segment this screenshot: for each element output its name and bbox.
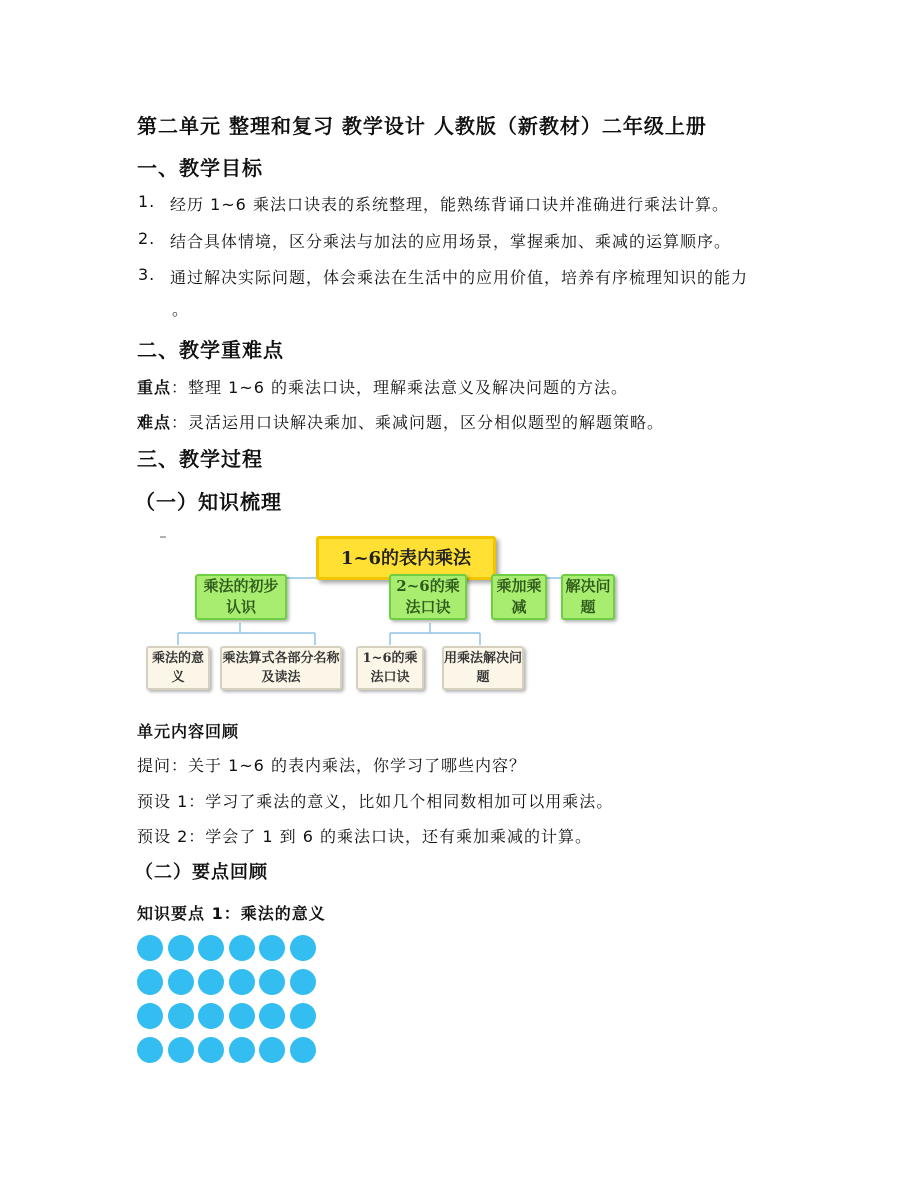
dot [168, 1037, 194, 1063]
section-heading-process: 三、教学过程 [137, 447, 263, 471]
map-leaf-solve: 用乘法解决问题 [442, 646, 524, 690]
goal-number-3: 3. [138, 265, 156, 284]
concept-map [140, 530, 630, 700]
goal-text-1: 经历 1~6 乘法口诀表的系统整理，能熟练背诵口诀并准确进行乘法计算。 [170, 195, 729, 214]
question-text: 提问：关于 1~6 的表内乘法，你学习了哪些内容？ [137, 756, 526, 775]
goal-number-1: 1. [138, 192, 156, 211]
subsection-key-review: （二）要点回顾 [135, 862, 268, 883]
dot [229, 935, 255, 961]
dot [229, 1003, 255, 1029]
dot [290, 935, 316, 961]
answer-1: 预设 1：学习了乘法的意义，比如几个相同数相加可以用乘法。 [137, 792, 614, 811]
dot [229, 969, 255, 995]
document-title: 第二单元 整理和复习 教学设计 人教版（新教材）二年级上册 [137, 114, 707, 138]
knowledge-point-1: 知识要点 1：乘法的意义 [137, 904, 326, 923]
dot [229, 1037, 255, 1063]
dot [259, 969, 285, 995]
goal-text-3-continuation: 。 [172, 300, 190, 319]
dot [259, 935, 285, 961]
dot [290, 1003, 316, 1029]
goal-number-2: 2. [138, 229, 156, 248]
dot [198, 969, 224, 995]
dot [198, 1003, 224, 1029]
dot [198, 935, 224, 961]
key-point-text: ：整理 1~6 的乘法口诀，理解乘法意义及解决问题的方法。 [171, 378, 628, 397]
key-point-line [137, 375, 628, 398]
answer-2: 预设 2：学会了 1 到 6 的乘法口诀，还有乘加乘减的计算。 [137, 827, 592, 846]
map-branch-mixed-operations: 乘加乘减 [491, 574, 547, 620]
dot [137, 1003, 163, 1029]
difficulty-line [137, 410, 664, 433]
map-leaf-table: 1~6的乘法口诀 [356, 646, 424, 690]
dot [137, 935, 163, 961]
subsection-knowledge-review: （一）知识梳理 [135, 490, 282, 514]
key-point-label: 重点 [137, 378, 172, 397]
map-branch-multiplication-intro: 乘法的初步认识 [195, 574, 287, 620]
section-heading-goals: 一、教学目标 [137, 156, 263, 180]
dot [168, 969, 194, 995]
unit-review-heading: 单元内容回顾 [137, 722, 240, 741]
map-branch-problem-solving: 解决问题 [561, 574, 615, 620]
dot [259, 1037, 285, 1063]
dot [168, 935, 194, 961]
map-leaf-names-reading: 乘法算式各部分名称及读法 [220, 646, 342, 690]
dot [198, 1037, 224, 1063]
difficulty-label: 难点 [137, 413, 172, 432]
dot [137, 1037, 163, 1063]
dot [290, 969, 316, 995]
dot [168, 1003, 194, 1029]
goal-text-3: 通过解决实际问题，体会乘法在生活中的应用价值，培养有序梳理知识的能力 [170, 268, 749, 287]
dot [259, 1003, 285, 1029]
section-heading-keypoints: 二、教学重难点 [137, 338, 284, 362]
goal-text-2: 结合具体情境，区分乘法与加法的应用场景，掌握乘加、乘减的运算顺序。 [170, 232, 732, 251]
dot [137, 969, 163, 995]
map-branch-multiplication-table: 2~6的乘法口诀 [389, 574, 467, 620]
dot [290, 1037, 316, 1063]
map-root-node: 1~6的表内乘法 [316, 536, 496, 580]
map-leaf-meaning: 乘法的意义 [146, 646, 210, 690]
difficulty-text: ：灵活运用口诀解决乘加、乘减问题，区分相似题型的解题策略。 [171, 413, 665, 432]
